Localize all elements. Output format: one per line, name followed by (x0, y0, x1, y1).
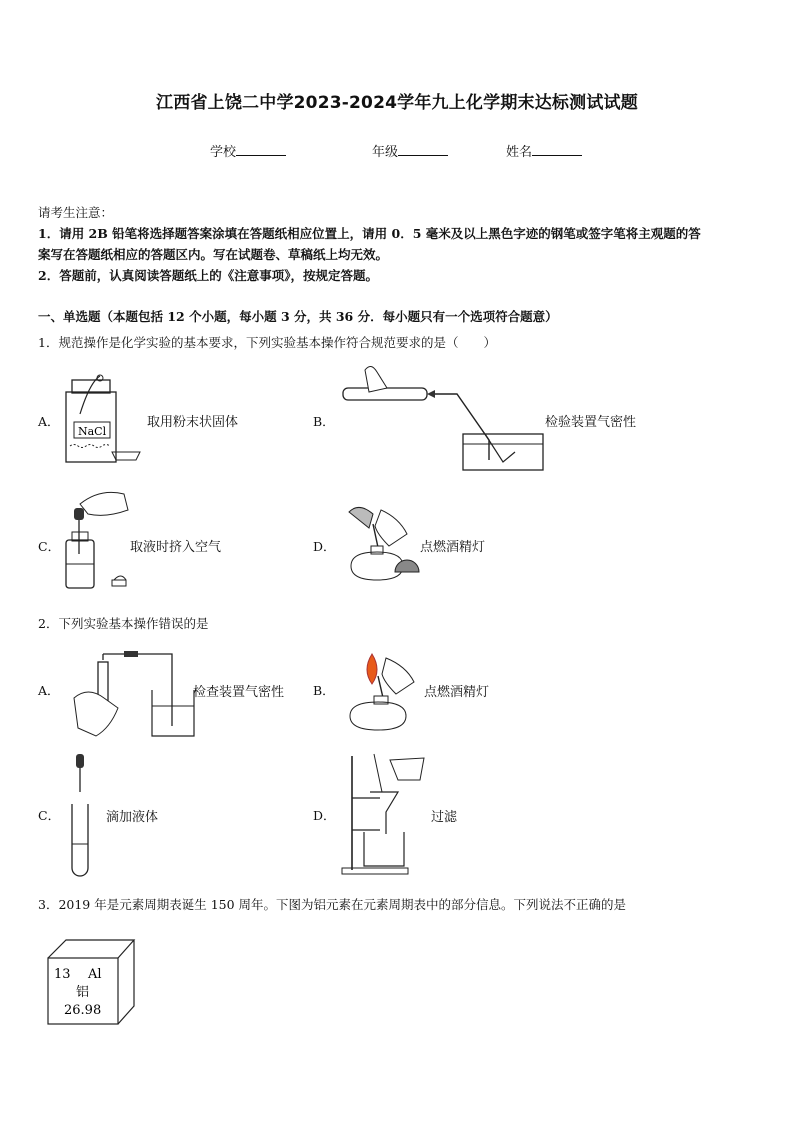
q1-option-c-letter[interactable]: C． (38, 539, 61, 554)
question-2-stem: 2．下列实验基本操作错误的是 (38, 616, 209, 631)
element-number: 13 (54, 967, 71, 982)
question-3-stem: 3．2019 年是元素周期表诞生 150 周年。下图为铝元素在元素周期表中的部分信息。下列说法不正确的是 (38, 897, 627, 912)
q2-c-caption: 滴加液体 (106, 810, 159, 825)
q2-option-d-letter[interactable]: D． (313, 808, 336, 823)
grade-blank[interactable] (398, 142, 448, 156)
q1-b-airtightness-illustration (335, 362, 545, 474)
q2-c-dropper-testtube-illustration (68, 752, 98, 878)
q1-option-a-letter[interactable]: A． (38, 414, 60, 429)
page-title: 江西省上饶二中学2023-2024学年九上化学期末达标测试试题 (156, 93, 638, 113)
q2-b-alcohol-lamp-illustration (340, 646, 424, 734)
q1-a-powder-bottle-illustration (60, 374, 150, 466)
q2-a-caption: 检查装置气密性 (193, 685, 285, 700)
element-symbol: Al (88, 967, 102, 982)
name-blank[interactable] (532, 142, 582, 156)
element-name: 铝 (76, 985, 90, 1000)
q1-option-d-letter[interactable]: D． (313, 539, 336, 554)
q2-a-airtightness-illustration (68, 646, 196, 738)
q2-option-a-letter[interactable]: A． (38, 683, 60, 698)
name-label: 姓名 (506, 145, 533, 160)
q2-d-caption: 过滤 (431, 810, 458, 825)
school-field (210, 141, 286, 160)
school-blank[interactable] (236, 142, 286, 156)
q2-option-c-letter[interactable]: C． (38, 808, 61, 823)
section-heading: 一、单选题（本题包括 12 个小题，每小题 3 分，共 36 分．每小题只有一个选项符合题意） (38, 309, 558, 324)
grade-label: 年级 (372, 145, 399, 160)
notice-heading: 请考生注意： (38, 205, 114, 220)
q1-d-alcohol-lamp-illustration (335, 500, 420, 584)
q1-a-caption: 取用粉末状固体 (147, 415, 239, 430)
q1-a-bottle-label: NaCl (78, 425, 107, 438)
notice-line-1a: 1．请用 2B 铅笔将选择题答案涂填在答题纸相应位置上，请用 0．5 毫米及以上黑色字迹的钢笔或签字笔将主观题的答 (38, 226, 701, 241)
name-field (506, 141, 582, 160)
grade-field (372, 141, 448, 160)
q1-option-b-letter[interactable]: B． (313, 414, 335, 429)
q1-c-caption: 取液时挤入空气 (130, 540, 222, 555)
question-1-stem: 1．规范操作是化学实验的基本要求，下列实验基本操作符合规范要求的是（ ） (38, 335, 496, 350)
notice-line-1b: 案写在答题纸相应的答题区内。写在试题卷、草稿纸上均无效。 (38, 247, 389, 262)
q1-d-caption: 点燃酒精灯 (420, 540, 486, 555)
school-label: 学校 (210, 145, 237, 160)
q2-option-b-letter[interactable]: B． (313, 683, 335, 698)
element-mass: 26.98 (64, 1003, 102, 1018)
q1-c-dropper-illustration (60, 488, 140, 594)
notice-line-2: 2．答题前，认真阅读答题纸上的《注意事项》，按规定答题。 (38, 268, 378, 283)
q1-b-caption: 检验装置气密性 (545, 415, 637, 430)
aluminum-element-card (46, 938, 138, 1028)
q2-d-filtration-illustration (340, 752, 430, 878)
q2-b-caption: 点燃酒精灯 (424, 685, 490, 700)
